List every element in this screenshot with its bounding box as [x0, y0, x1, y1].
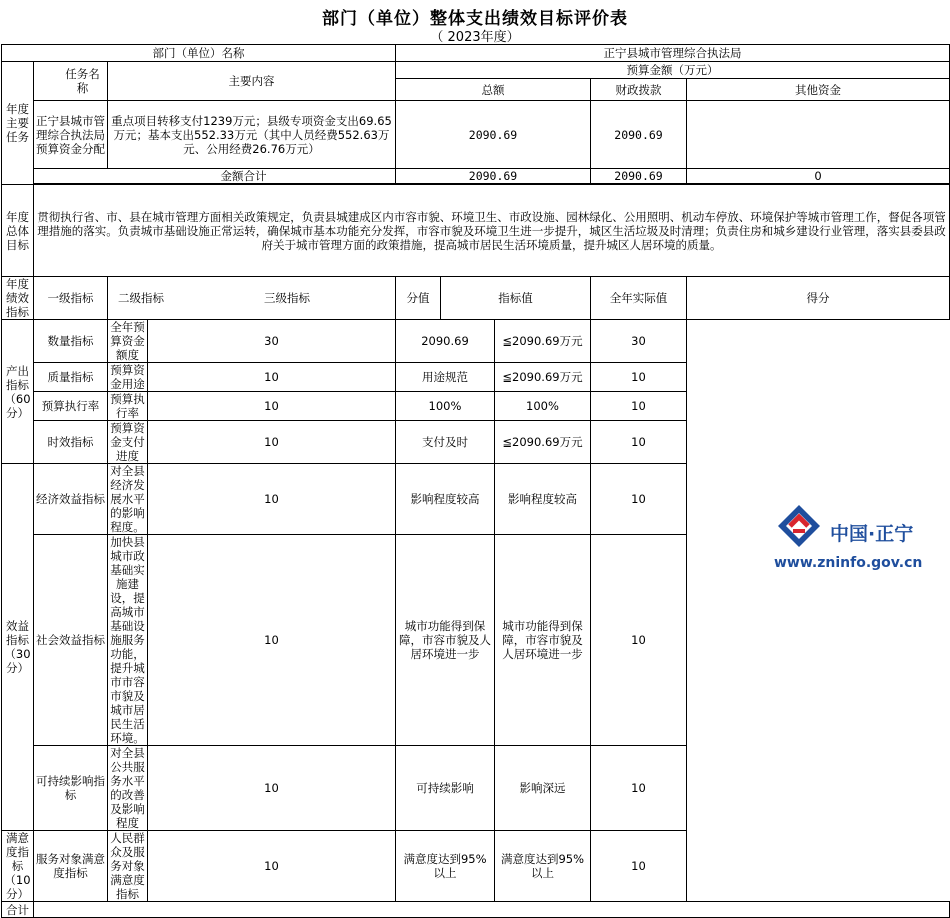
col-total: 总额: [396, 79, 591, 101]
level1-indicator: 效益指标（30分）: [2, 464, 34, 831]
hdr-actual: 全年实际值: [591, 277, 687, 320]
watermark-text: 中国·正宁: [830, 523, 914, 545]
level2-indicator: 经济效益指标: [34, 464, 108, 535]
fiscal-year: （ 2023年度）: [430, 30, 520, 45]
indicator-points: 30: [591, 320, 687, 363]
page-title: 部门（单位）整体支出绩效目标评价表: [322, 9, 628, 29]
indicator-actual: ≦2090.69万元: [495, 363, 591, 392]
indicator-points: 10: [591, 421, 687, 464]
level3-indicator: 人民群众及服务对象满意度指标: [108, 831, 148, 902]
indicator-score: 10: [148, 535, 396, 746]
dept-value: 正宁县城市管理综合执法局: [396, 45, 950, 62]
col-budget: 预算金额（万元）: [396, 62, 950, 79]
indicator-score: 10: [148, 363, 396, 392]
level2-indicator: 时效指标: [34, 421, 108, 464]
indicator-row: [2, 421, 950, 464]
indicator-row: [2, 392, 950, 421]
level3-indicator: 全年预算资金额度: [108, 320, 148, 363]
goal-row: [2, 185, 950, 277]
hdr-level2: 二级指标 三级指标: [108, 277, 396, 320]
annual-goal-label: 年度总体目标: [2, 185, 34, 277]
hdr-level1: 一级指标: [34, 277, 108, 320]
total-label: 合计: [2, 902, 34, 918]
total-value: [34, 902, 950, 918]
indicator-actual: 影响程度较高: [495, 464, 591, 535]
watermark-url: www.zninfo.gov.cn: [774, 555, 923, 571]
site-watermark: [772, 497, 950, 579]
indicator-target: 满意度达到95%以上: [396, 831, 495, 902]
level3-indicator: 加快县城市政基础实施建设，提高城市基础设施服务功能，提升城市市容市貌及城市居民生活环境。: [108, 535, 148, 746]
col-fiscal: 财政拨款: [591, 79, 687, 101]
indicator-score: 30: [148, 320, 396, 363]
indicator-points: 10: [591, 831, 687, 902]
indicator-actual: 影响深远: [495, 746, 591, 831]
indicator-target: 影响程度较高: [396, 464, 495, 535]
indicator-score: 10: [148, 392, 396, 421]
hdr-points: 得分: [687, 277, 950, 320]
task-name: 正宁县城市管理综合执法局预算资金分配: [34, 101, 108, 169]
indicator-target: 2090.69: [396, 320, 495, 363]
level2-indicator: 服务对象满意度指标: [34, 831, 108, 902]
indicator-points: 10: [591, 464, 687, 535]
evaluation-table: [1, 44, 950, 918]
annual-tasks-label: 年度主要任务: [2, 62, 34, 185]
indicator-score: 10: [148, 746, 396, 831]
col-task-name: 任务名称: [34, 62, 108, 101]
task-content: 重点项目转移支付1239万元；县级专项资金支出69.65万元；基本支出552.33万元（其中人员经费552.63万元、公用经费26.76万元）: [108, 101, 396, 169]
indicator-points: 10: [591, 392, 687, 421]
indicator-actual: ≦2090.69万元: [495, 421, 591, 464]
indicator-row: [2, 831, 950, 902]
tasks-header-row: [2, 62, 950, 79]
level3-indicator: 对全县公共服务水平的改善及影响程度: [108, 746, 148, 831]
indicator-score: 10: [148, 421, 396, 464]
indicator-row: [2, 320, 950, 363]
indicator-actual: ≦2090.69万元: [495, 320, 591, 363]
sum-other: 0: [687, 169, 950, 184]
indicator-points: 10: [591, 363, 687, 392]
indicator-actual: 满意度达到95%以上: [495, 831, 591, 902]
task-row: [2, 101, 950, 169]
sum-fiscal: 2090.69: [591, 169, 687, 184]
task-total: 2090.69: [396, 101, 591, 169]
indicator-target: 支付及时: [396, 421, 495, 464]
indicator-target: 可持续影响: [396, 746, 495, 831]
indicator-actual: 100%: [495, 392, 591, 421]
annual-goal-text: 贯彻执行省、市、县在城市管理方面相关政策规定，负责县城建成区内市容市貌、环境卫生、市政设施、园林绿化、公用照明、机动车停放、环境保护等城市管理工作，督促各项管理措施的落实。负责城市基础设施正常运转，确保城市基本功能充分发挥，市容市貌及环境卫生进一步提升，城区生活垃圾及时清理；负责住房和城乡建设行业管理，落实县委县政府关于城市管理方面的政策措施，提高城市居民生活环境质量，提升城区人居环境的质量。: [34, 185, 950, 277]
indicator-target: 100%: [396, 392, 495, 421]
indicator-actual: 城市功能得到保障，市容市貌及人居环境进一步: [495, 535, 591, 746]
indicator-score: 10: [148, 831, 396, 902]
indicators-label: 年度绩效指标: [2, 277, 34, 320]
indicators-header-row: [2, 277, 950, 320]
dept-label: 部门（单位）名称: [2, 45, 396, 62]
dept-row: [2, 45, 950, 62]
sum-label: 金额合计: [34, 169, 396, 184]
task-other: [687, 101, 950, 169]
level2-indicator: 质量指标: [34, 363, 108, 392]
col-other: 其他资金: [687, 79, 950, 101]
level2-indicator: 社会效益指标: [34, 535, 108, 746]
level3-indicator: 预算资金用途: [108, 363, 148, 392]
level1-indicator: 产出指标（60分）: [2, 320, 34, 464]
level1-indicator: 满意度指标（10分）: [2, 831, 34, 902]
level2-indicator: 数量指标: [34, 320, 108, 363]
sum-row: [2, 169, 950, 184]
hdr-score: 分值: [396, 277, 441, 320]
level2-indicator: 可持续影响指标: [34, 746, 108, 831]
hdr-target: 指标值: [441, 277, 591, 320]
zhengning-logo-icon: [776, 503, 822, 549]
indicator-target: 用途规范: [396, 363, 495, 392]
indicator-target: 城市功能得到保障，市容市貌及人居环境进一步: [396, 535, 495, 746]
level3-indicator: 预算资金支付进度: [108, 421, 148, 464]
indicator-points: 10: [591, 746, 687, 831]
level2-indicator: 预算执行率: [34, 392, 108, 421]
total-row: [2, 902, 950, 918]
level3-indicator: 对全县经济发展水平的影响程度。: [108, 464, 148, 535]
indicator-points: 10: [591, 535, 687, 746]
indicator-row: [2, 363, 950, 392]
task-fiscal: 2090.69: [591, 101, 687, 169]
sum-total: 2090.69: [396, 169, 591, 184]
indicator-row: [2, 746, 950, 831]
indicator-score: 10: [148, 464, 396, 535]
level3-indicator: 预算执行率: [108, 392, 148, 421]
col-main-content: 主要内容: [108, 62, 396, 101]
